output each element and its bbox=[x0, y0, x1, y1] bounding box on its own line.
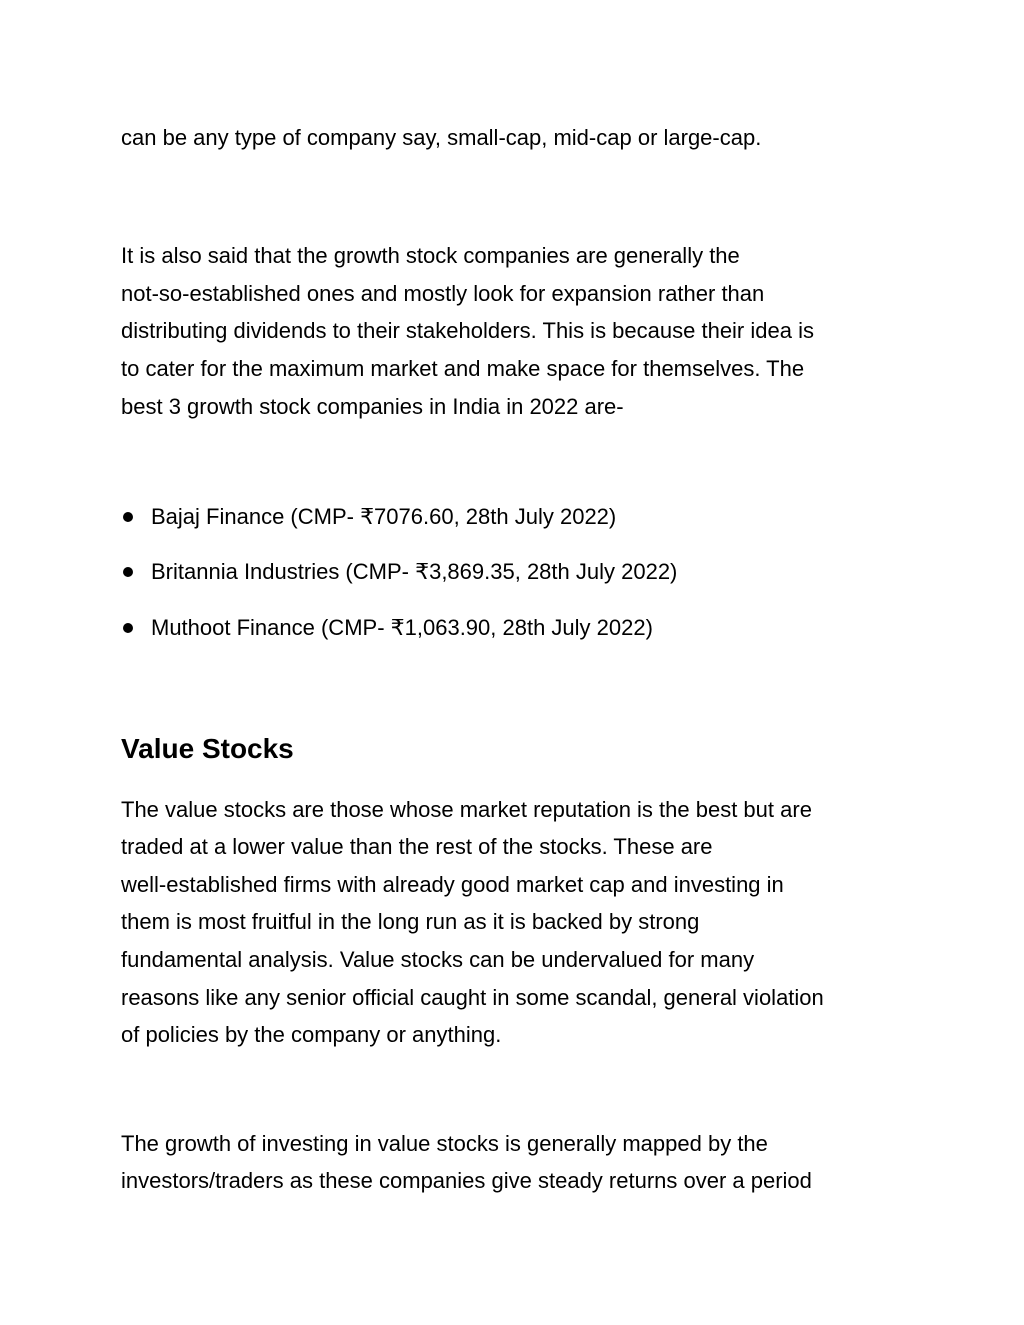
growth-paragraph-line: best 3 growth stock companies in India in 2022 are- bbox=[121, 394, 624, 419]
value-paragraph-line: The value stocks are those whose market reputation is the best but are bbox=[121, 797, 812, 822]
growth-paragraph-line: distributing dividends to their stakeholders. This is because their idea is bbox=[121, 318, 814, 343]
list-item bbox=[151, 557, 677, 587]
value-paragraph-line: The growth of investing in value stocks is generally mapped by the bbox=[121, 1131, 768, 1156]
value-paragraph-line: investors/traders as these companies give steady returns over a period bbox=[121, 1168, 812, 1193]
bullet-icon bbox=[123, 623, 133, 633]
list-item-text: Britannia Industries (CMP- ₹3,869.35, 28th July 2022) bbox=[151, 559, 678, 584]
value-paragraph-line: fundamental analysis. Value stocks can be undervalued for many bbox=[121, 947, 755, 972]
section-heading: Value Stocks bbox=[121, 733, 294, 764]
bullet-icon bbox=[123, 512, 133, 522]
growth-paragraph-line: to cater for the maximum market and make space for themselves. The bbox=[121, 356, 805, 381]
value-paragraph-line: of policies by the company or anything. bbox=[121, 1022, 502, 1047]
intro-text-line: can be any type of company say, small-cap, mid-cap or large-cap. bbox=[121, 125, 762, 150]
list-item-text: Muthoot Finance (CMP- ₹1,063.90, 28th July 2022) bbox=[151, 615, 653, 640]
bullet-icon bbox=[123, 567, 133, 577]
growth-paragraph-line: It is also said that the growth stock companies are generally the bbox=[121, 243, 740, 268]
list-item bbox=[151, 502, 616, 532]
growth-paragraph-line: not-so-established ones and mostly look for expansion rather than bbox=[121, 281, 765, 306]
value-paragraph-line: traded at a lower value than the rest of the stocks. These are bbox=[121, 834, 713, 859]
list-item bbox=[151, 613, 653, 643]
value-paragraph-line: them is most fruitful in the long run as it is backed by strong bbox=[121, 909, 700, 934]
list-item-text: Bajaj Finance (CMP- ₹7076.60, 28th July 2022) bbox=[151, 504, 617, 529]
value-paragraph-line: well-established firms with already good market cap and investing in bbox=[121, 872, 784, 897]
value-paragraph-line: reasons like any senior official caught in some scandal, general violation bbox=[121, 985, 824, 1010]
